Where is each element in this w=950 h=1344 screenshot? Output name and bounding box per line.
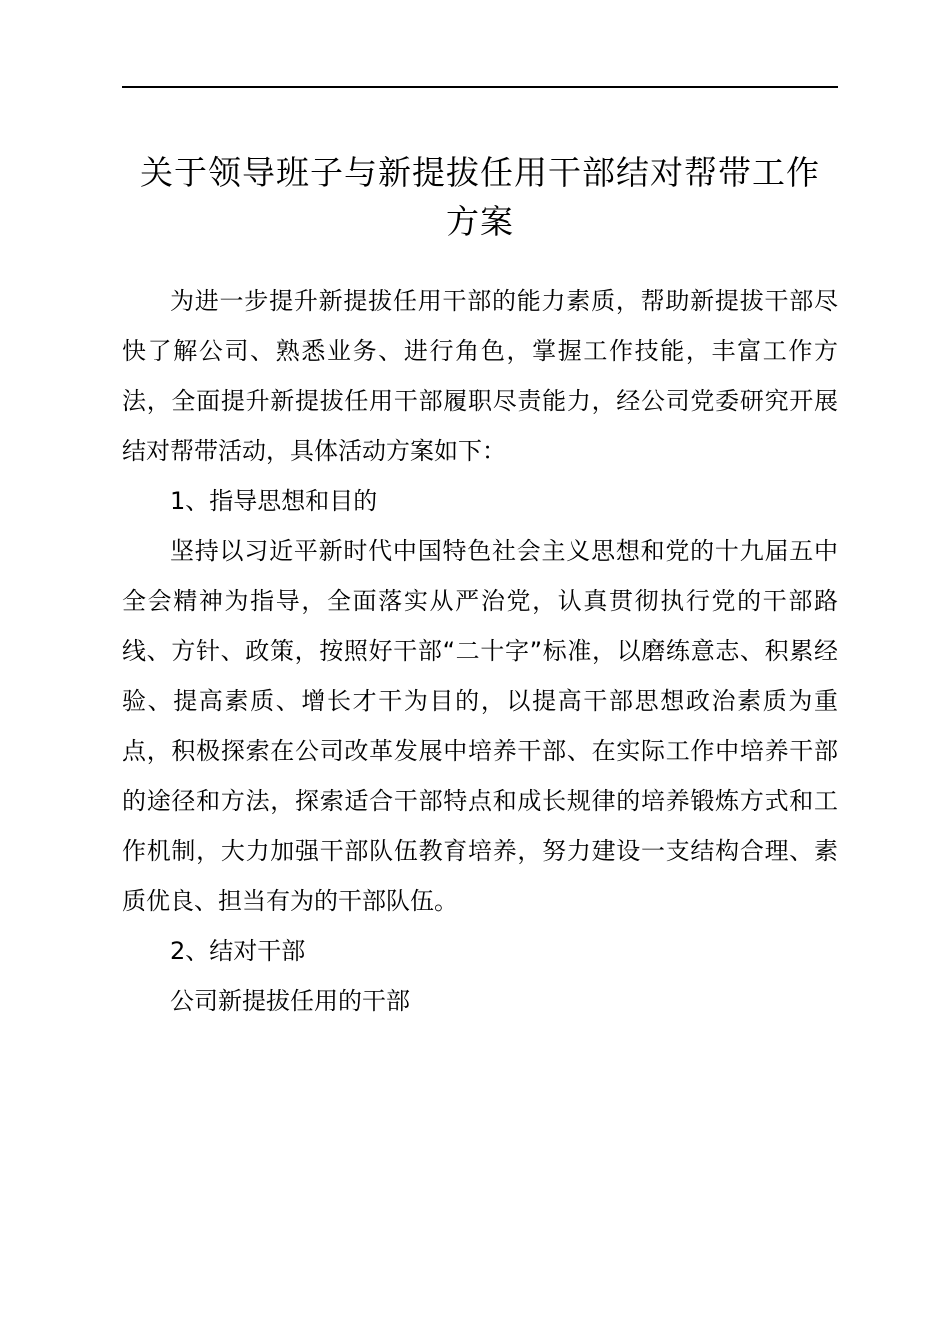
intro-paragraph: 为进一步提升新提拔任用干部的能力素质，帮助新提拔干部尽快了解公司、熟悉业务、进行角色，掌握工作技能，丰富工作方法，全面提升新提拔任用干部履职尽责能力，经公司党委研究开展结对帮带活动，具体活动方案如下： [122,287,838,465]
title-line-2: 方案 [446,202,514,241]
header-rule [122,86,838,88]
section-heading-1: 1、指导思想和目的 [170,487,378,515]
document-title [122,148,838,246]
document-body [122,276,838,1026]
section-heading-2: 2、结对干部 [170,937,306,965]
guiding-principle-paragraph: 坚持以习近平新时代中国特色社会主义思想和党的十九届五中全会精神为指导，全面落实从严治党，认真贯彻执行党的干部路线、方针、政策，按照好干部“二十字”标准，以磨练意志、积累经验、提高素质、增长才干为目的，以提高干部思想政治素质为重点，积极探索在公司改革发展中培养干部、在实际工作中培养干部的途径和方法，探索适合干部特点和成长规律的培养锻炼方式和工作机制，大力加强干部队伍教育培养，努力建设一支结构合理、素质优良、担当有为的干部队伍。 [122,537,838,915]
pairing-cadres-paragraph: 公司新提拔任用的干部 [170,987,410,1015]
title-line-1: 关于领导班子与新提拔任用干部结对帮带工作 [140,153,820,192]
